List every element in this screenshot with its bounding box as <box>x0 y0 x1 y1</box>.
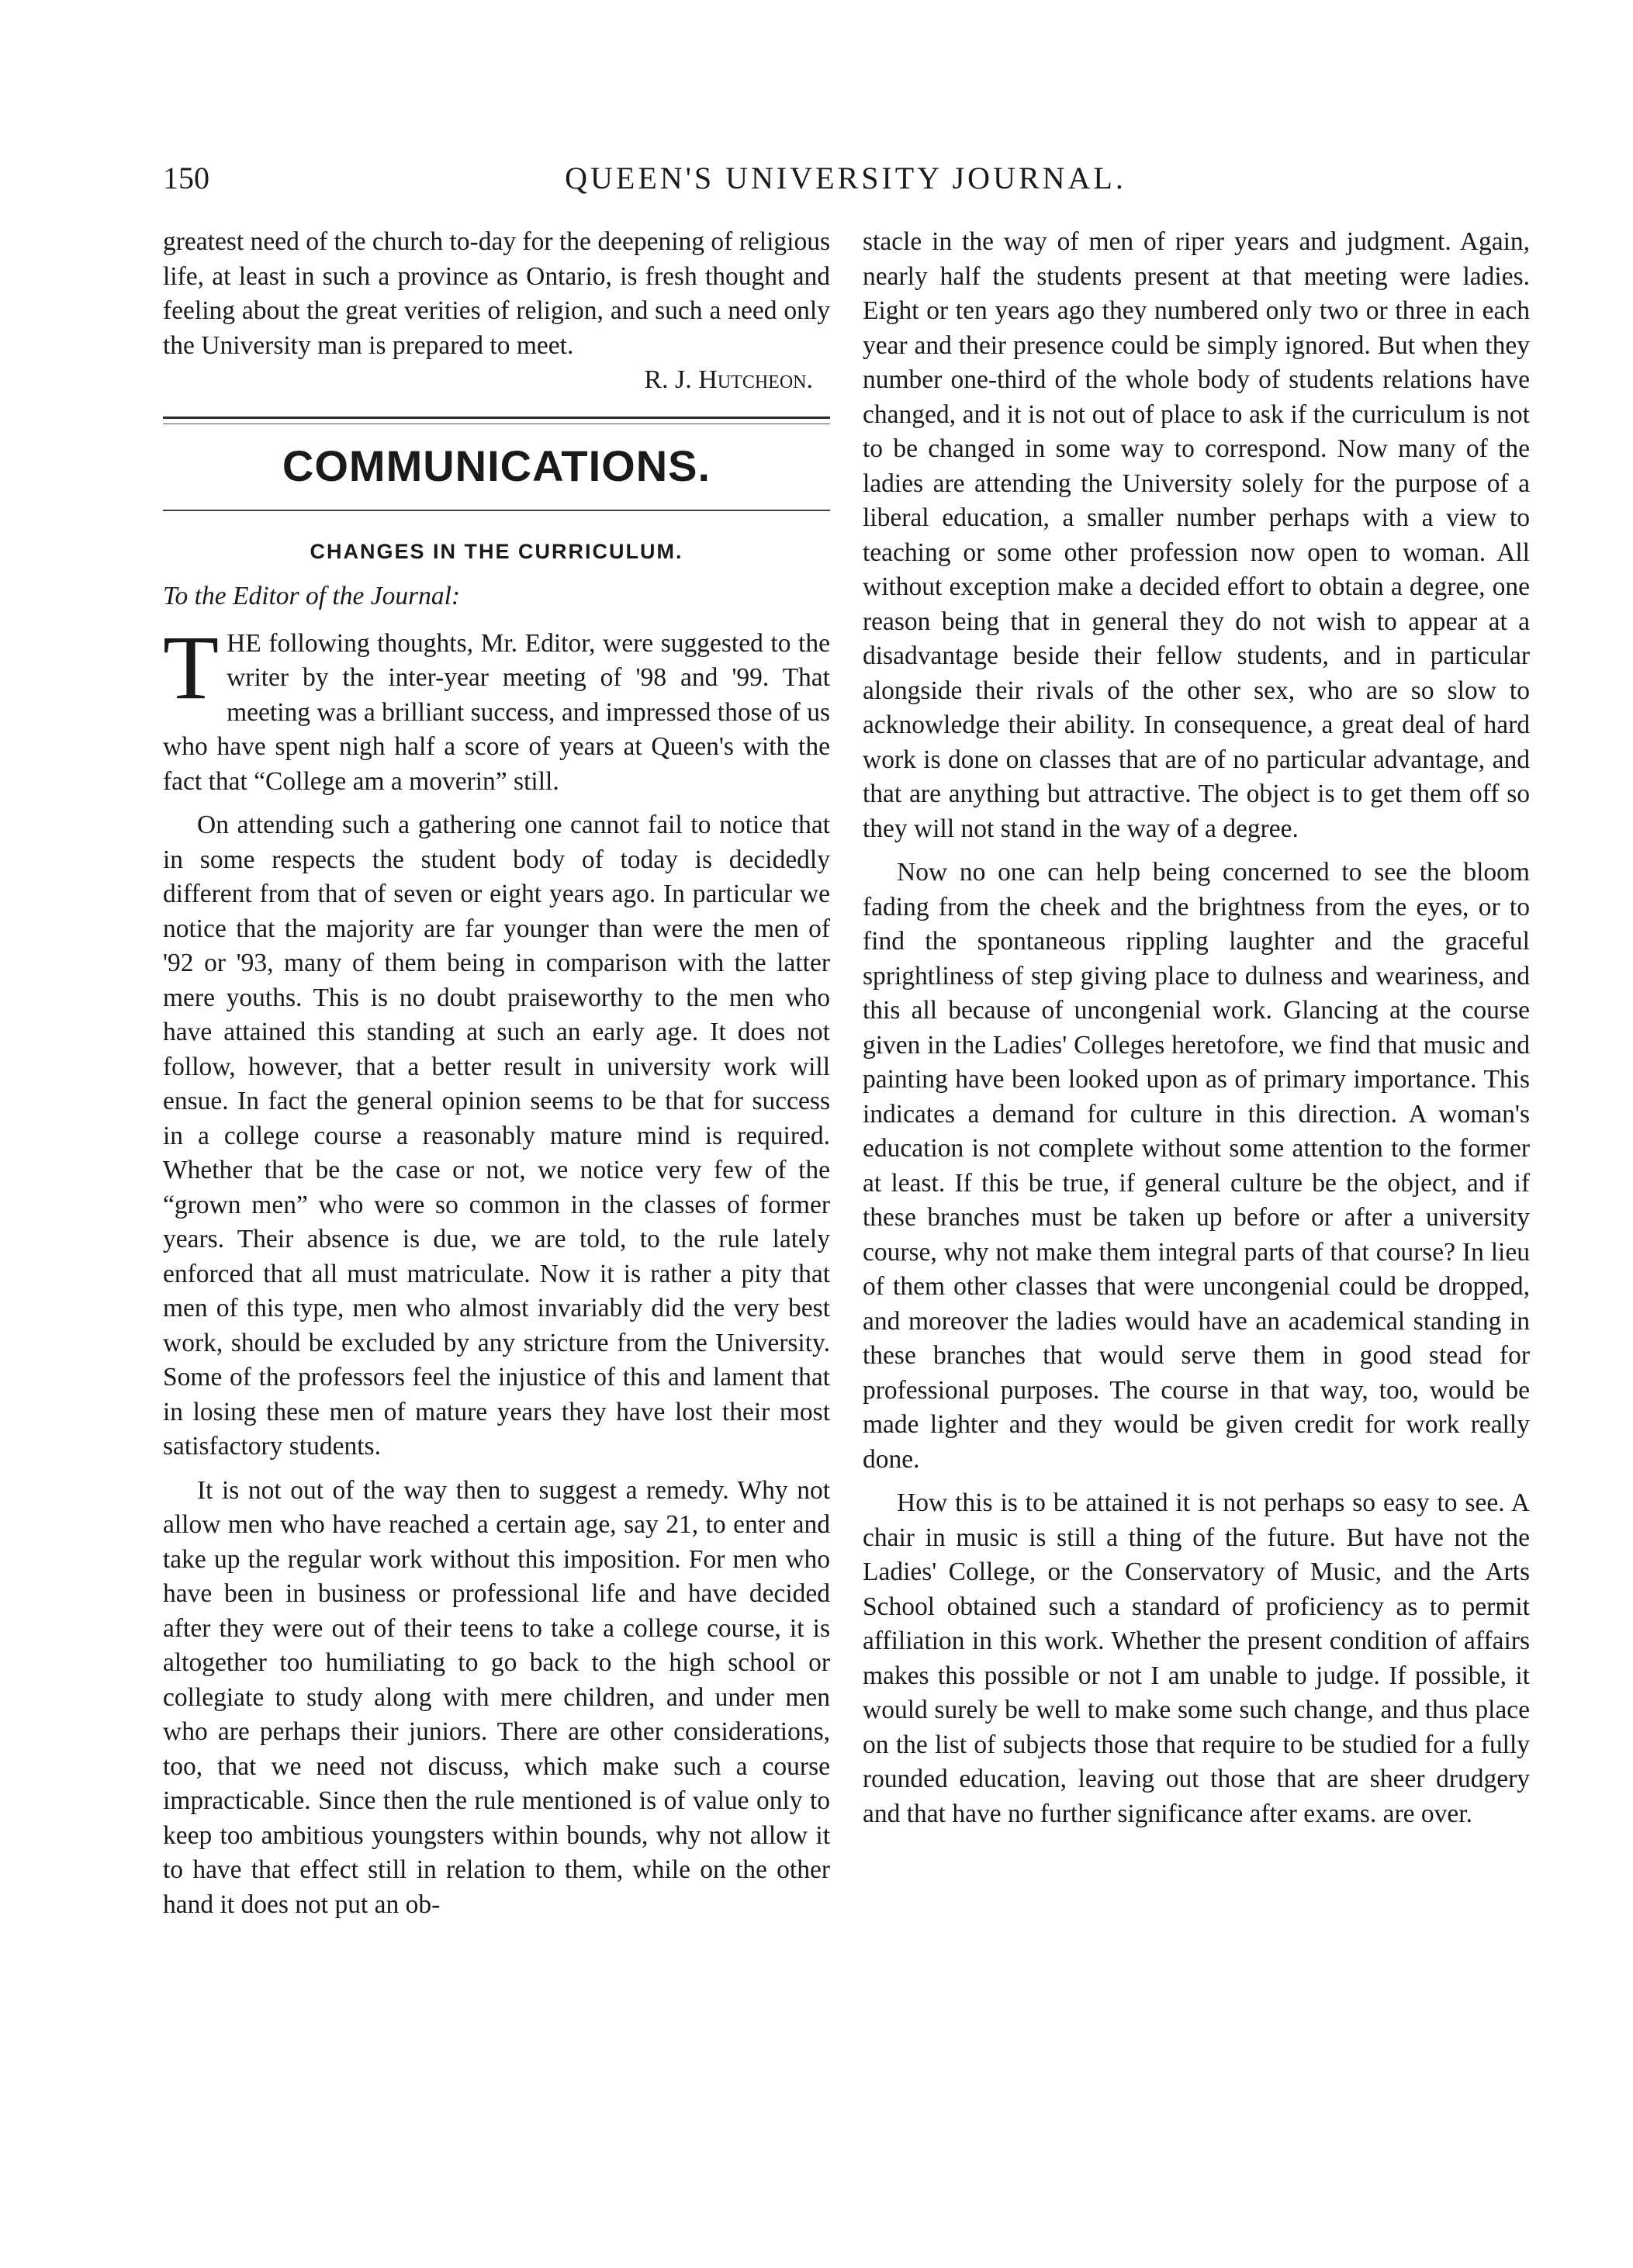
salutation: To the Editor of the Journal: <box>163 582 461 610</box>
section-heading: COMMUNICATIONS. <box>282 441 711 490</box>
running-title: QUEEN'S UNIVERSITY JOURNAL. <box>565 161 1126 195</box>
article-paragraph-3: It is not out of the way then to suggest a remedy. Why not allow men who have reached a certain age, say 21, to enter and take up the regular work without this imposition. For men who have been in business or professional life and have decided after they were out of their teens to take a college course, it is altogether too humiliating to go back to the high school or collegiate to study along with mere children, and under men who are perhaps their juniors. There are other considerations, too, that we need not discuss, which make such a course impracticable. Since then the rule mentioned is of value only to keep too ambitious youngsters within bounds, why not allow it to have that effect still in relation to them, while on the other hand it does not put an ob- <box>163 1475 830 1919</box>
page-number: 150 <box>163 161 209 195</box>
section-divider-top <box>163 417 830 424</box>
section-divider-bottom <box>163 510 830 511</box>
article-paragraph-5: Now no one can help being concerned to see the bloom fading from the cheek and the brightness from the eyes, or to find the spontaneous rippling laughter and the graceful sprightliness of step giving place to dulness and weariness, and this all because of uncongenial work. Glancing at the course given in the Ladies' Colleges heretofore, we find that music and painting have been looked upon as of primary importance. This indicates a demand for culture in this direction. A woman's education is not complete without some attention to the former at least. If this be true, if general culture be the object, and if these branches must be taken up before or after a university course, why not make them integral parts of that course? In lieu of them other classes that were uncongenial could be dropped, and moreover the ladies would have an academical standing in these branches that would serve them in good stead for professional purposes. The course in that way, too, would be made lighter and they would be given credit for work really done. <box>863 858 1530 1474</box>
right-column <box>863 225 1530 1831</box>
article-paragraph-1-text: HE following thoughts, Mr. Editor, were suggested to the writer by the inter-year meeting of '98 and '99. That meeting was a brilliant success, and impressed those of us who have spent nigh half a score of years at Queen's with the fact that “College am a moverin” still. <box>163 628 830 796</box>
article-paragraph-1 <box>163 616 830 800</box>
article-paragraph-4: stacle in the way of men of riper years and judgment. Again, nearly half the students present at that meeting were ladies. Eight or ten years ago they numbered only two or three in each year and their presence could be simply ignored. But when they number one-third of the whole body of students relations have changed, and it is not out of place to ask if the curriculum is not to be changed in some way to correspond. Now many of the ladies are attending the University solely for the purpose of a liberal education, a smaller number perhaps with a view to teaching or some other profession now open to woman. All without exception make a decided effort to obtain a degree, one reason being that in general they do not wish to appear at a disadvantage beside their fellow students, and in particular alongside their rivals of the other sex, who are so slow to acknowledge their ability. In consequence, a great deal of hard work is done on classes that are of no particular advantage, and that are anything but attractive. The object is to get them off so they will not stand in the way of a degree. <box>863 227 1530 843</box>
drop-cap-letter: T <box>163 616 220 718</box>
left-column <box>163 225 830 1922</box>
article-paragraph-6: How this is to be attained it is not perhaps so easy to see. A chair in music is still a thing of the future. But have not the Ladies' College, or the Conservatory of Music, and the Arts School obtained such a standard of proficiency as to permit affiliation in this work. Whether the present condition of affairs makes this possible or not I am unable to judge. If possible, it would surely be well to make some such change, and thus place on the list of subjects those that require to be studied for a fully rounded education, leaving out those that are sheer drudgery and that have no further significance after exams. are over. <box>863 1488 1530 1828</box>
page-header <box>155 160 1536 206</box>
article-paragraph-2: On attending such a gathering one cannot fail to notice that in some respects the student body of today is decidedly different from that of seven or eight years ago. In particular we notice that the majority are far younger than were the men of '92 or '93, many of them being in comparison with the latter mere youths. This is no doubt praiseworthy to the men who have attained this standing at such an early age. It does not follow, however, that a better result in university work will ensue. In fact the general opinion seems to be that for success in a college course a reasonably mature mind is required. Whether that be the case or not, we notice very few of the “grown men” who were so common in the classes of former years. Their absence is due, we are told, to the rule lately enforced that all must matriculate. Now it is rather a pity that men of this type, men who almost invariably did the very best work, should be excluded by any stricture from the University. Some of the professors feel the injustice of this and lament that in losing these men of mature years they have lost their most satisfactory students. <box>163 811 830 1461</box>
signature: R. J. Hutcheon. <box>644 365 813 394</box>
article-title: CHANGES IN THE CURRICULUM. <box>310 539 683 563</box>
intro-paragraph: greatest need of the church to-day for the deepening of religious life, at least in such a province as Ontario, is fresh thought and feeling about the great verities of religion, and such a need only the University man is prepared to meet. <box>163 227 830 360</box>
